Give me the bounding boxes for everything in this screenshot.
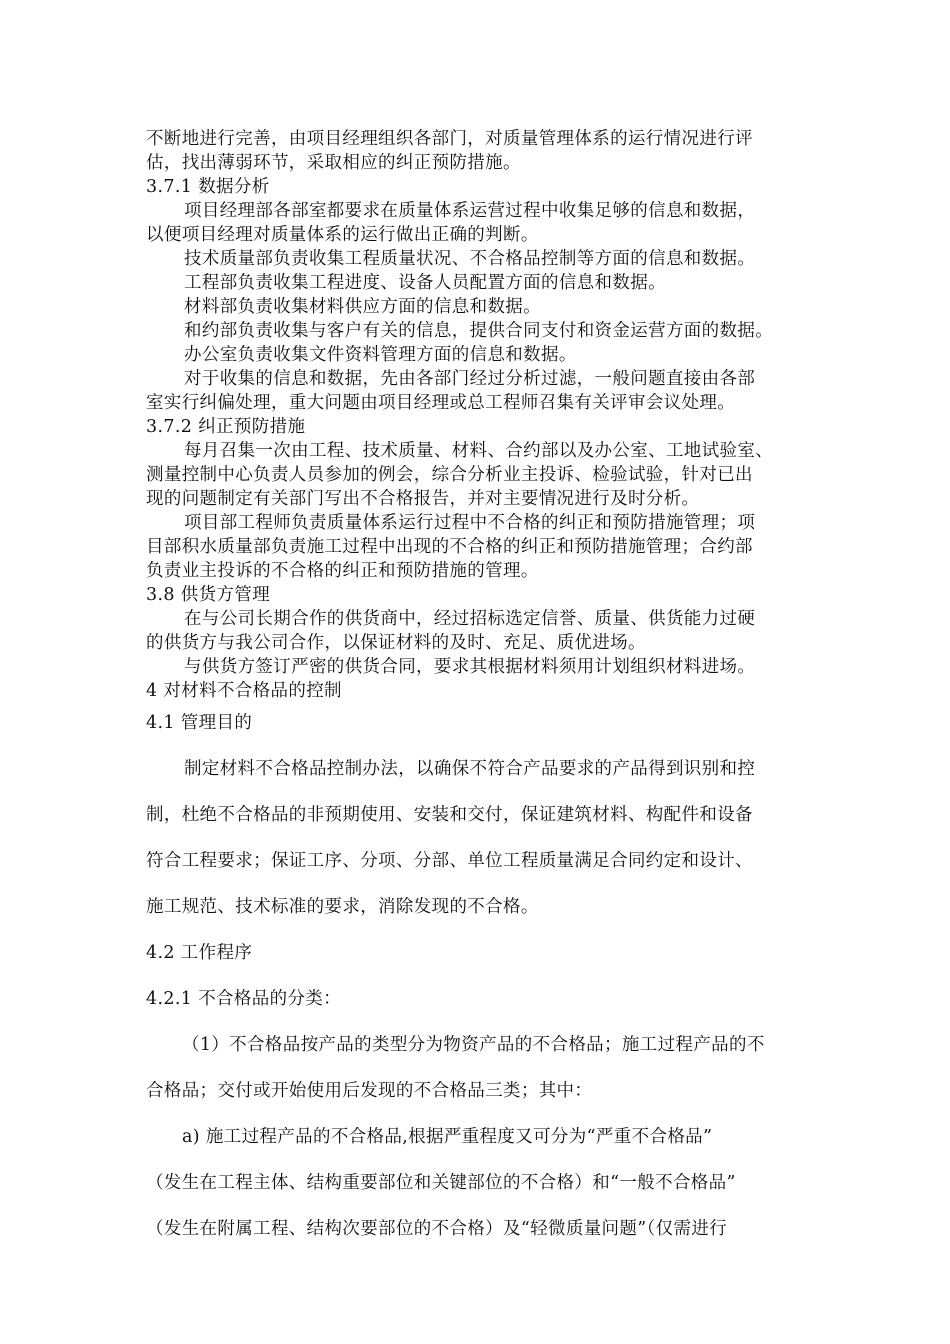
paragraph-line: 估，找出薄弱环节，采取相应的纠正预防措施。 [146,153,521,173]
section-heading: 4.2.1 不合格品的分类： [146,989,341,1009]
paragraph-line: 与供货方签订严密的供货合同，要求其根据材料须用计划组织材料进场。 [184,657,756,677]
section-heading: 4 对材料不合格品的控制 [146,681,342,701]
paragraph-line: 不断地进行完善，由项目经理组织各部门，对质量管理体系的运行情况进行评 [146,129,753,149]
paragraph-line: 每月召集一次由工程、技术质量、材料、合约部以及办公室、工地试验室、 [184,441,774,461]
paragraph-line: 室实行纠偏处理，重大问题由项目经理或总工程师召集有关评审会议处理。 [146,393,736,413]
paragraph-line: 技术质量部负责收集工程质量状况、不合格品控制等方面的信息和数据。 [184,249,756,269]
paragraph-line: 在与公司长期合作的供货商中，经过招标选定信誉、质量、供货能力过硬 [184,609,756,629]
section-heading: 3.8 供货方管理 [146,585,271,605]
paragraph-line: 目部积水质量部负责施工过程中出现的不合格的纠正和预防措施管理；合约部 [146,537,753,557]
paragraph-line: 符合工程要求；保证工序、分项、分部、单位工程质量满足合同约定和设计、 [146,851,753,871]
paragraph-line: （发生在附属工程、结构次要部位的不合格）及“轻微质量问题”（仅需进行 [146,1219,728,1239]
paragraph-line: 制定材料不合格品控制办法，以确保不符合产品要求的产品得到识别和控 [184,759,756,779]
section-heading: 3.7.1 数据分析 [146,177,270,197]
section-heading: 3.7.2 纠正预防措施 [146,417,306,437]
paragraph-line: （发生在工程主体、结构重要部位和关键部位的不合格）和“一般不合格品” [146,1173,736,1193]
paragraph-line: 测量控制中心负责人员参加的例会，综合分析业主投诉、检验试验，针对已出 [146,465,753,485]
paragraph-line: 制，杜绝不合格品的非预期使用、安装和交付，保证建筑材料、构配件和设备 [146,805,753,825]
paragraph-line: 工程部负责收集工程进度、设备人员配置方面的信息和数据。 [184,273,666,293]
paragraph-line: 施工规范、技术标准的要求，消除发现的不合格。 [146,897,539,917]
paragraph-line: 合格品；交付或开始使用后发现的不合格品三类；其中： [146,1081,593,1101]
section-heading: 4.1 管理目的 [146,713,253,733]
paragraph-line: 材料部负责收集材料供应方面的信息和数据。 [184,297,541,317]
paragraph-line: 和约部负责收集与客户有关的信息，提供合同支付和资金运营方面的数据。 [184,321,774,341]
paragraph-line: 现的问题制定有关部门写出不合格报告，并对主要情况进行及时分析。 [146,489,700,509]
paragraph-line: 负责业主投诉的不合格的纠正和预防措施的管理。 [146,561,539,581]
paragraph-line: a) 施工过程产品的不合格品,根据严重程度又可分为“严重不合格品” [182,1127,713,1147]
paragraph-line: 办公室负责收集文件资料管理方面的信息和数据。 [184,345,577,365]
paragraph-line: 对于收集的信息和数据，先由各部门经过分析过滤，一般问题直接由各部 [184,369,756,389]
paragraph-line: 以便项目经理对质量体系的运行做出正确的判断。 [146,225,539,245]
paragraph-line: 的供货方与我公司合作，以保证材料的及时、充足、质优进场。 [146,633,646,653]
paragraph-line: 项目部工程师负责质量体系运行过程中不合格的纠正和预防措施管理；项 [184,513,756,533]
paragraph-line: （1）不合格品按产品的类型分为物资产品的不合格品；施工过程产品的不 [182,1035,765,1055]
section-heading: 4.2 工作程序 [146,943,253,963]
paragraph-line: 项目经理部各部室都要求在质量体系运营过程中收集足够的信息和数据， [184,201,756,221]
